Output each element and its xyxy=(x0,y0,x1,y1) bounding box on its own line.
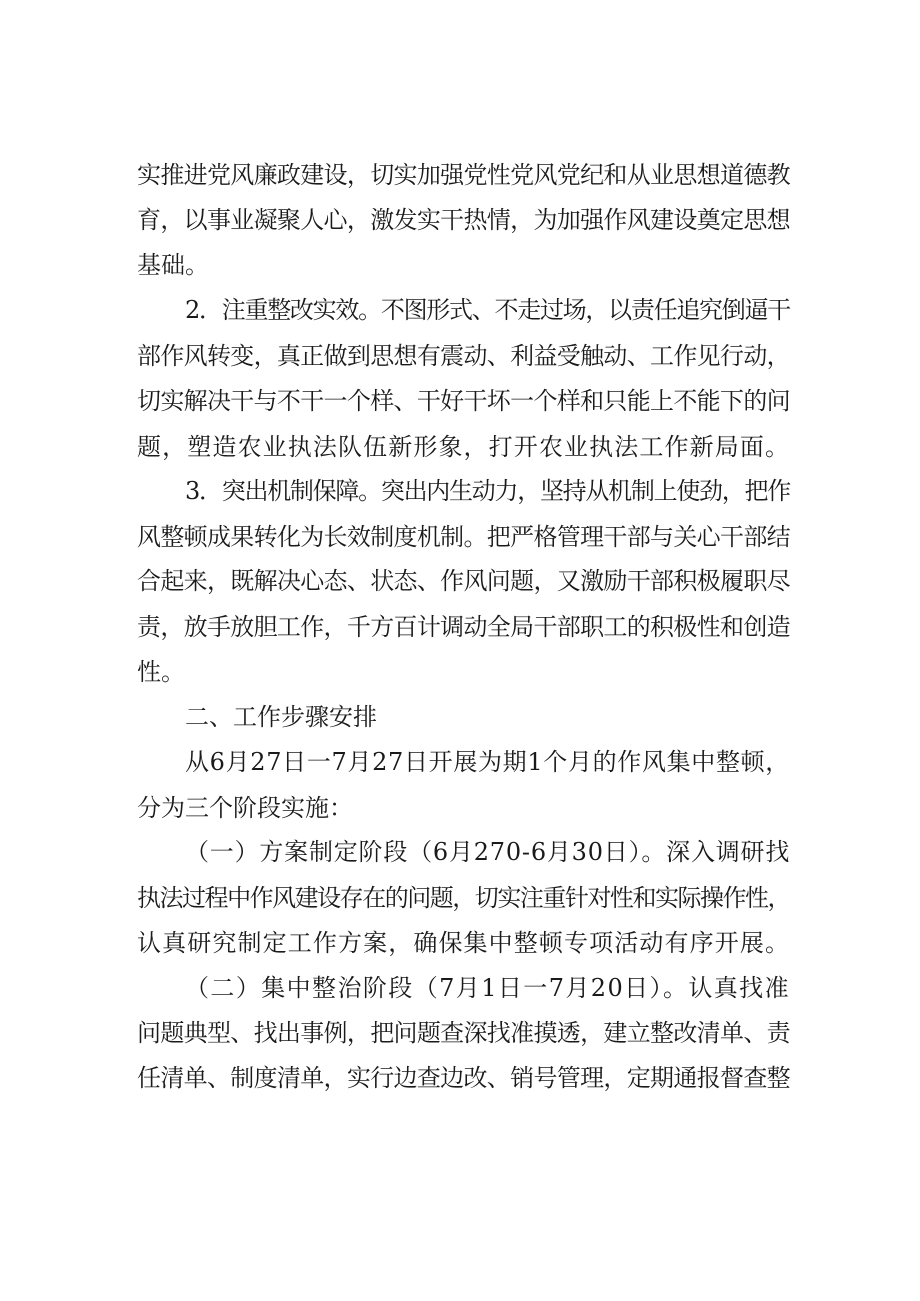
text-line xyxy=(0,607,920,647)
text-line-content: 2．注重整改实效。不图形式、不走过场，以责任追究倒逼干 xyxy=(185,296,790,324)
text-line xyxy=(0,832,920,872)
section-heading-text: 二、工作步骤安排 xyxy=(185,703,377,731)
text-line-content: 认真研究制定工作方案，确保集中整顿专项活动有序开展。 xyxy=(137,929,791,957)
text-line xyxy=(0,742,920,782)
text-line xyxy=(0,200,920,240)
text-line-content: 执法过程中作风建设存在的问题，切实注重针对性和实际操作性， xyxy=(137,884,791,912)
text-line-content: 性。 xyxy=(137,658,185,686)
text-line xyxy=(0,471,920,511)
text-line-content: （一）方案制定阶段（6月270-6月30日）。深入调研找 xyxy=(185,838,791,866)
text-line-content: 育，以事业凝聚人心，激发实干热情，为加强作风建设奠定思想 xyxy=(137,206,790,234)
text-line xyxy=(0,923,920,963)
text-line xyxy=(0,968,920,1008)
text-line-content: 基础。 xyxy=(137,251,209,279)
text-line xyxy=(0,427,920,467)
text-line-content: 实推进党风廉政建设，切实加强党性党风党纪和从业思想道德教 xyxy=(137,161,790,189)
text-line-content: 合起来，既解决心态、状态、作风问题，又激励干部积极履职尽 xyxy=(137,567,790,595)
text-line xyxy=(0,1058,920,1098)
text-line-content: 从6月27日一7月27日开展为期1个月的作风集中整顿， xyxy=(185,748,790,776)
text-line xyxy=(0,878,920,918)
text-line-content: 风整顿成果转化为长效制度机制。把严格管理干部与关心干部结 xyxy=(137,523,790,551)
text-line-content: 部作风转变，真正做到思想有震动、利益受触动、工作见行动， xyxy=(137,342,790,370)
text-line xyxy=(0,245,920,285)
section-heading xyxy=(0,697,920,737)
text-line-content: 切实解决干与不干一个样、干好干坏一个样和只能上不能下的问 xyxy=(137,387,790,415)
text-line-content: 任清单、制度清单，实行边查边改、销号管理，定期通报督查整 xyxy=(137,1064,790,1092)
text-line-content: 责，放手放胆工作，千方百计调动全局干部职工的积极性和创造 xyxy=(137,613,790,641)
text-line xyxy=(0,290,920,330)
text-line xyxy=(0,652,920,692)
text-line-content: 问题典型、找出事例，把问题查深找准摸透，建立整改清单、责 xyxy=(137,1019,790,1047)
text-line-content: （二）集中整治阶段（7月1日一7月20日）。认真找准 xyxy=(185,974,791,1002)
text-line-content: 题，塑造农业执法队伍新形象，打开农业执法工作新局面。 xyxy=(137,433,791,461)
text-line xyxy=(0,1013,920,1053)
text-line xyxy=(0,155,920,195)
text-line xyxy=(0,788,920,828)
text-line xyxy=(0,381,920,421)
text-line-content: 分为三个阶段实施： xyxy=(137,794,353,822)
text-line-content: 3．突出机制保障。突出内生动力，坚持从机制上使劲，把作 xyxy=(185,477,790,505)
text-line xyxy=(0,336,920,376)
text-line xyxy=(0,517,920,557)
text-line xyxy=(0,561,920,601)
